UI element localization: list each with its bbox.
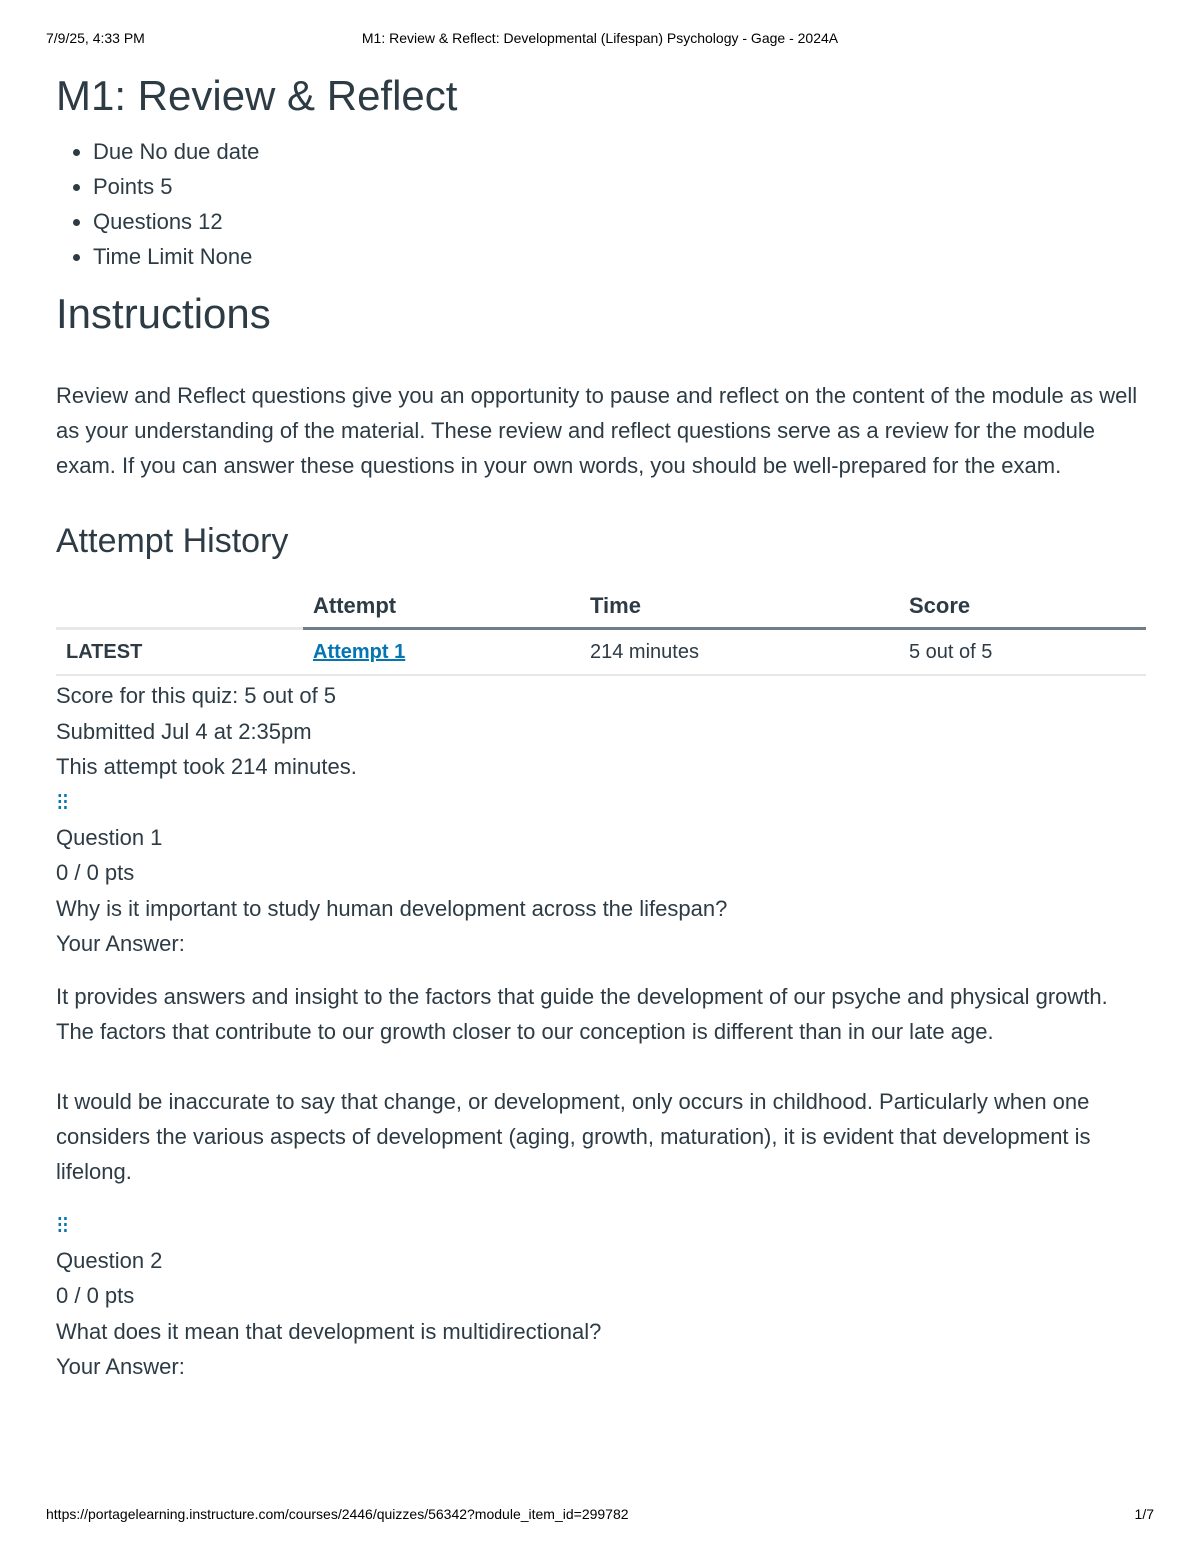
- answer-paragraph: It provides answers and insight to the factors that guide the development of our psyche and physical growth. The factors that contribute to our growth closer to our conception is different than in our late age.: [56, 983, 1108, 1044]
- instructions-heading: Instructions: [56, 290, 271, 337]
- answer-label: Your Answer:: [56, 1354, 185, 1379]
- attempt-table-header-row: [56, 585, 1146, 629]
- print-footer: [46, 1506, 1154, 1526]
- detail-due: • Due No due date: [93, 134, 1146, 169]
- drag-handle-icon[interactable]: ⁝⁝: [56, 1211, 68, 1239]
- detail-points: • Points 5: [93, 169, 1146, 204]
- page-number: 1/7: [1134, 1506, 1154, 1522]
- submitted-date: Submitted Jul 4 at 2:35pm: [56, 718, 312, 744]
- latest-tag: LATEST: [56, 629, 303, 676]
- column-header-attempt: Attempt: [303, 585, 580, 629]
- attempt-time: 214 minutes: [580, 629, 899, 676]
- detail-time-limit: • Time Limit None: [93, 239, 1146, 274]
- detail-questions: • Questions 12: [93, 204, 1146, 239]
- print-page-title: M1: Review & Reflect: Developmental (Lifespan) Psychology - Gage - 2024A: [361, 30, 839, 46]
- question-points: 0 / 0 pts: [56, 1283, 135, 1308]
- attempt-history-table: [56, 585, 1146, 676]
- answer-paragraph: It would be inaccurate to say that change, or development, only occurs in childhood. Particularly when one considers the various aspects of development (aging, growth, maturation), it is evident that development is lifelong.: [56, 1088, 1091, 1184]
- attempt-score: 5 out of 5: [899, 629, 1146, 676]
- quiz-summary: [56, 678, 1146, 785]
- quiz-score: Score for this quiz: 5 out of 5: [56, 683, 337, 708]
- print-url: https://portagelearning.instructure.com/courses/2446/quizzes/56342?module_item_id=299782: [46, 1506, 629, 1522]
- question-2: [56, 1208, 1146, 1385]
- instructions-text: Review and Reflect questions give you an opportunity to pause and reflect on the content of the module as well as your understanding of the material. These review and reflect questions serve as a review for the module exam. If you can answer these questions in your own words, you should be well-prepared for the exam.: [56, 383, 1138, 478]
- attempt-1-link[interactable]: Attempt 1: [313, 640, 406, 663]
- print-datetime: 7/9/25, 4:33 PM: [46, 30, 145, 46]
- quiz-details-list: [56, 134, 1146, 274]
- question-1: [56, 785, 1146, 1189]
- drag-handle-icon[interactable]: ⁝⁝: [56, 788, 68, 816]
- column-header-blank: [56, 585, 303, 629]
- question-points: 0 / 0 pts: [56, 860, 135, 885]
- column-header-score: Score: [899, 585, 1146, 629]
- quiz-content: [56, 70, 1146, 1385]
- question-label: Question 2: [56, 1247, 163, 1273]
- question-prompt: Why is it important to study human development across the lifespan?: [56, 895, 728, 921]
- answer-label: Your Answer:: [56, 931, 185, 956]
- print-header: [46, 30, 1154, 50]
- quiz-title: M1: Review & Reflect: [56, 72, 458, 119]
- attempt-cell: [303, 629, 580, 676]
- question-prompt: What does it mean that development is multidirectional?: [56, 1318, 602, 1344]
- table-row: [56, 629, 1146, 676]
- attempt-history-heading: Attempt History: [56, 522, 289, 560]
- question-label: Question 1: [56, 824, 163, 850]
- column-header-time: Time: [580, 585, 899, 629]
- attempt-duration: This attempt took 214 minutes.: [56, 754, 357, 779]
